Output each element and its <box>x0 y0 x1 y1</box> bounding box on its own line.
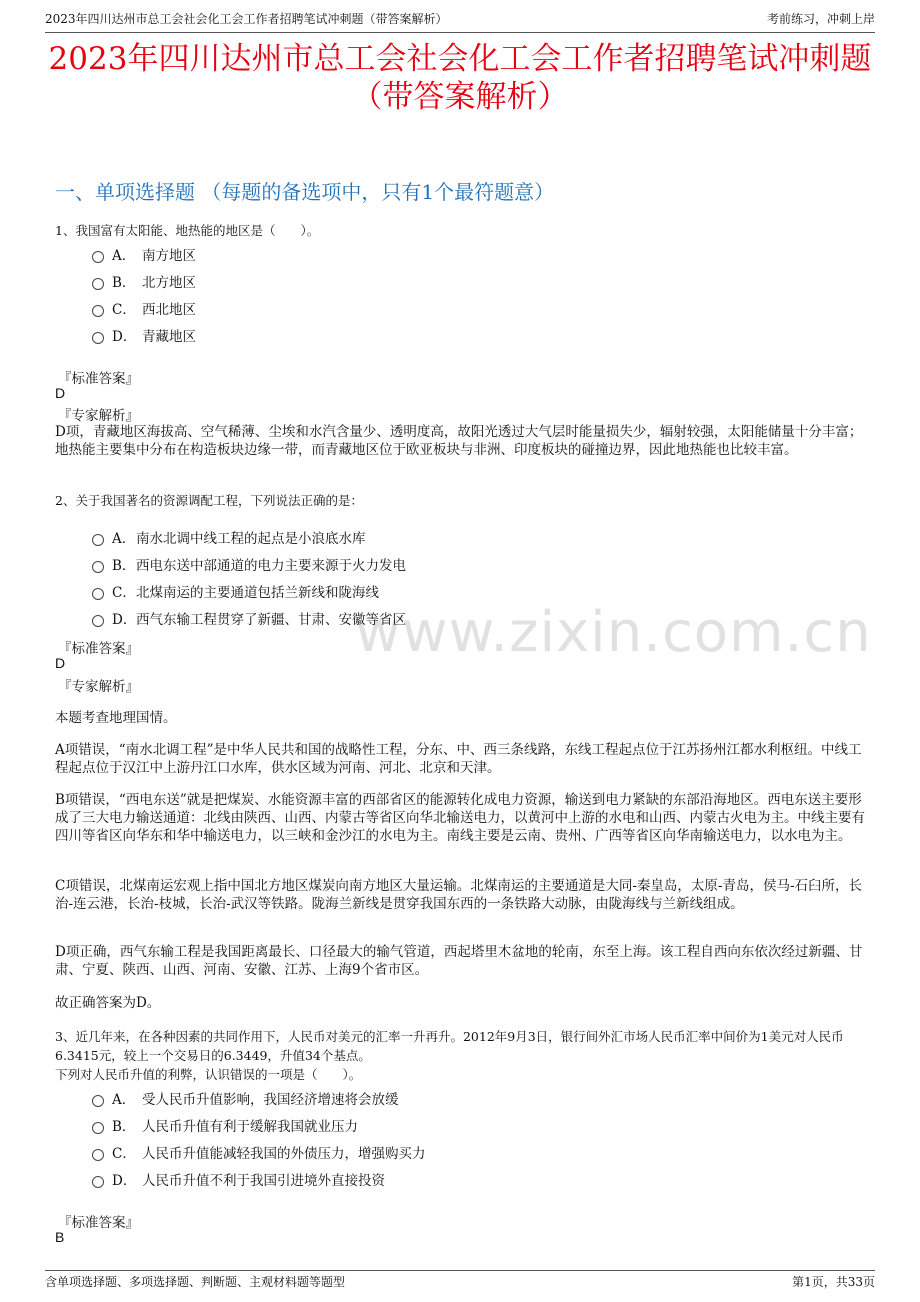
title-line-1: 2023年四川达州市总工会社会化工会工作者招聘笔试冲刺题 <box>48 41 872 77</box>
q3-stem-line-2: 6.3415元，较上一个交易日的6.3449，升值34个基点。 <box>55 1048 371 1063</box>
radio-icon[interactable] <box>92 1149 104 1161</box>
q2-analysis-c: C项错误，北煤南运宏观上指中国北方地区煤炭向南方地区大量运输。北煤南运的主要通道是大同-秦皇岛，太原-青岛，侯马-石臼所，长治-连云港，长治-枝城，长治-武汉等铁路。陇海兰新线是贯穿我国东西的一条铁路大动脉，由陇海线与兰新线组成。 <box>55 878 863 912</box>
q1-analysis: D项，青藏地区海拔高、空气稀薄、尘埃和水汽含量少、透明度高，故阳光透过大气层时能量损失少，辐射较强，太阳能储量十分丰富；地热能主要集中分布在构造板块边缘一带，而青藏地区位于欧亚板块与非洲、印度板块的碰撞边界，因此地热能也比较丰富。 <box>55 424 863 458</box>
header-doc-title: 2023年四川达州市总工会社会化工会工作者招聘笔试冲刺题（带答案解析） <box>45 12 448 26</box>
q2-analysis-intro: 本题考查地理国情。 <box>55 710 177 726</box>
q2-option-d[interactable]: D． 西气东输工程贯穿了新疆、甘肃、安徽等省区 <box>92 608 406 628</box>
q1-answer: D <box>55 385 66 401</box>
radio-icon[interactable] <box>92 305 104 317</box>
q1-answer-label: 『标准答案』 <box>58 371 139 387</box>
title-line-2: （带答案解析） <box>351 79 569 115</box>
radio-icon[interactable] <box>92 1176 104 1188</box>
q1-option-a[interactable]: A． 南方地区 <box>92 244 196 264</box>
page-title <box>45 40 875 116</box>
q2-option-c[interactable]: C． 北煤南运的主要通道包括兰新线和陇海线 <box>92 581 379 601</box>
q1-stem: 1、我国富有太阳能、地热能的地区是（ ）。 <box>55 223 320 238</box>
q2-answer-label: 『标准答案』 <box>58 641 139 657</box>
radio-icon[interactable] <box>92 615 104 627</box>
footer-page-number: 第1页，共33页 <box>792 1275 875 1289</box>
q2-option-b[interactable]: B． 西电东送中部通道的电力主要来源于火力发电 <box>92 554 406 574</box>
q3-option-d[interactable]: D． 人民币升值不利于我国引进境外直接投资 <box>92 1169 385 1189</box>
q2-analysis-label: 『专家解析』 <box>58 679 139 695</box>
radio-icon[interactable] <box>92 1122 104 1134</box>
q3-option-a[interactable]: A． 受人民币升值影响，我国经济增速将会放缓 <box>92 1088 399 1108</box>
page-header <box>45 10 875 33</box>
footer-question-types: 含单项选择题、多项选择题、判断题、主观材料题等题型 <box>45 1275 346 1289</box>
q1-option-b[interactable]: B． 北方地区 <box>92 271 196 291</box>
q2-conclusion: 故正确答案为D。 <box>55 995 161 1011</box>
q3-option-c[interactable]: C． 人民币升值能减轻我国的外债压力，增强购买力 <box>92 1142 426 1162</box>
q3-stem-line-1: 3、近几年来，在各种因素的共同作用下，人民币对美元的汇率一升再升。2012年9月3日，银行间外汇市场人民币汇率中间价为1美元对人民币 <box>55 1029 844 1044</box>
q3-stem-line-3: 下列对人民币升值的利弊，认识错误的一项是（ ）。 <box>55 1067 362 1082</box>
radio-icon[interactable] <box>92 278 104 290</box>
page-footer <box>45 1270 875 1290</box>
q1-analysis-label: 『专家解析』 <box>58 408 139 424</box>
q2-stem: 2、关于我国著名的资源调配工程，下列说法正确的是： <box>55 493 363 508</box>
q2-option-a[interactable]: A． 南水北调中线工程的起点是小浪底水库 <box>92 527 366 547</box>
q2-analysis-d: D项正确，西气东输工程是我国距离最长、口径最大的输气管道，西起塔里木盆地的轮南，东至上海。该工程自西向东依次经过新疆、甘肃、宁夏、陕西、山西、河南、安徽、江苏、上海9个省市区。 <box>55 944 863 978</box>
section-heading: 一、单项选择题 （每题的备选项中，只有1个最符题意） <box>55 180 555 204</box>
radio-icon[interactable] <box>92 332 104 344</box>
radio-icon[interactable] <box>92 534 104 546</box>
q3-answer: B <box>55 1229 65 1245</box>
q3-answer-label: 『标准答案』 <box>58 1215 139 1231</box>
watermark: www.zixin.com.cn <box>355 600 872 665</box>
header-slogan: 考前练习，冲刺上岸 <box>766 12 875 26</box>
q2-analysis-a: A项错误，“南水北调工程”是中华人民共和国的战略性工程，分东、中、西三条线路，东线工程起点位于江苏扬州江都水利枢纽。中线工程起点位于汉江中上游丹江口水库，供水区域为河南、河北、北京和天津。 <box>55 742 862 776</box>
q2-analysis-b: B项错误，“西电东送”就是把煤炭、水能资源丰富的西部省区的能源转化成电力资源，输送到电力紧缺的东部沿海地区。西电东送主要形成了三大电力输送通道：北线由陕西、山西、内蒙古等省区向华北输送电力，以黄河中上游的水电和山西、内蒙古火电为主。中线主要有四川等省区向华东和华中输送电力，以三峡和金沙江的水电为主。南线主要是云南、贵州、广西等省区向华南输送电力，以水电为主。 <box>55 792 865 844</box>
radio-icon[interactable] <box>92 1095 104 1107</box>
q1-option-c[interactable]: C． 西北地区 <box>92 298 196 318</box>
q2-answer: D <box>55 655 66 671</box>
q1-option-d[interactable]: D． 青藏地区 <box>92 325 196 345</box>
radio-icon[interactable] <box>92 588 104 600</box>
radio-icon[interactable] <box>92 251 104 263</box>
q3-option-b[interactable]: B． 人民币升值有利于缓解我国就业压力 <box>92 1115 358 1135</box>
radio-icon[interactable] <box>92 561 104 573</box>
